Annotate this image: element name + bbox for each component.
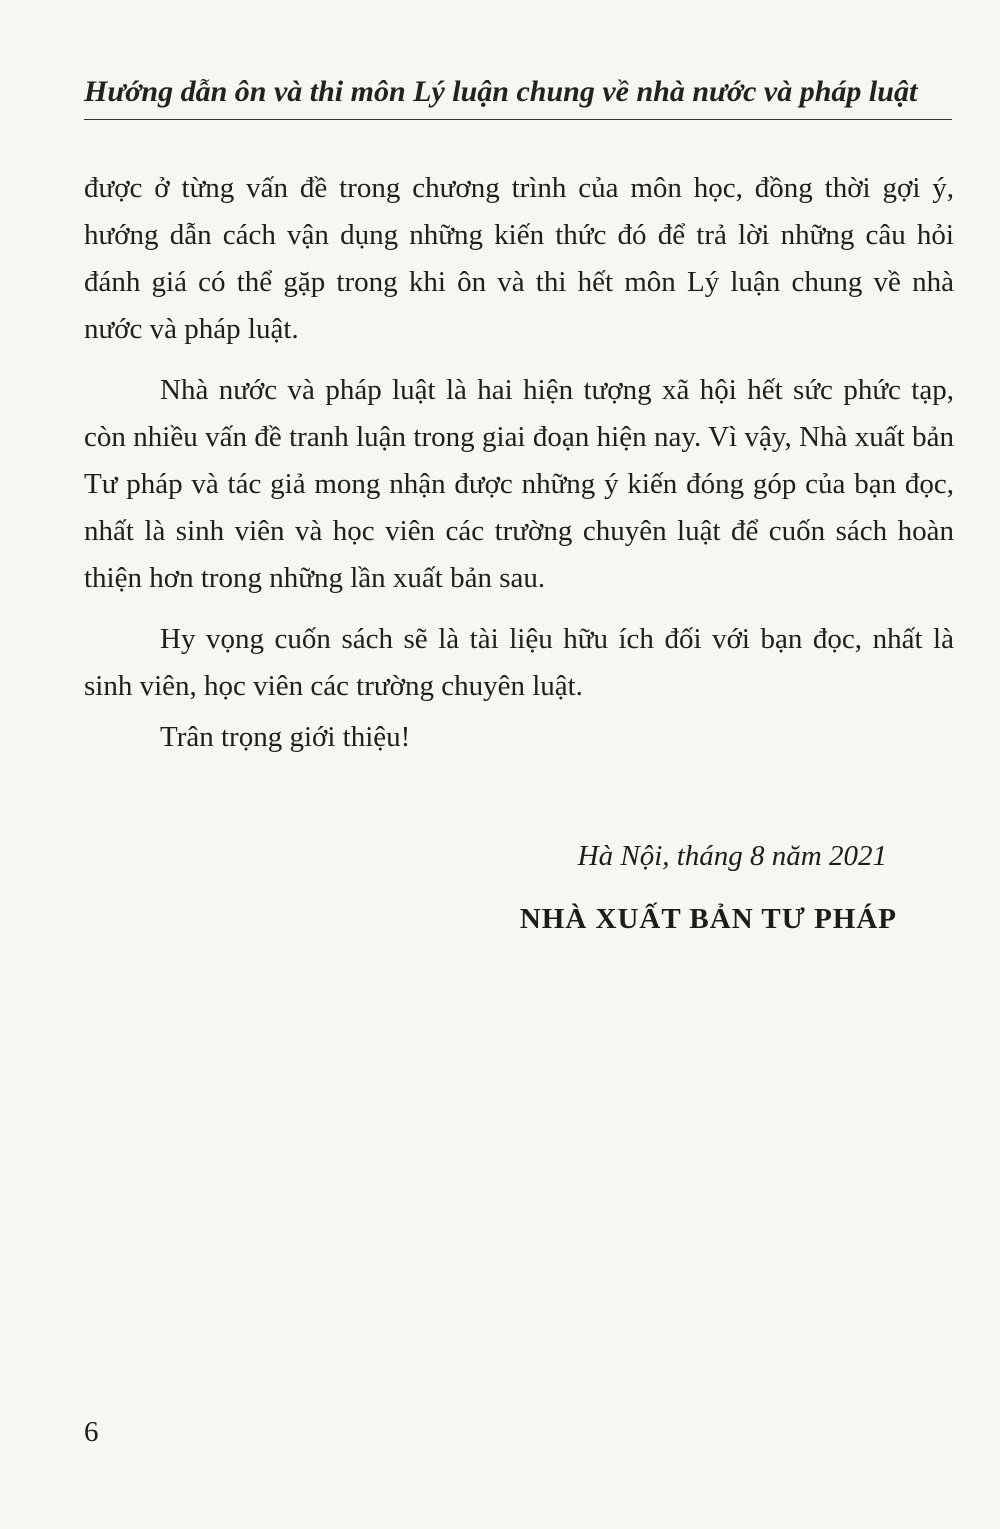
signoff-place-date: Hà Nội, tháng 8 năm 2021 bbox=[577, 840, 887, 872]
paragraph-continuation: được ở từng vấn đề trong chương trình của môn học, đồng thời gợi ý, hướng dẫn cách vận dụng những kiến thức đó để trả lời những câu hỏi đánh giá có thể gặp trong khi ôn và thi hết môn Lý luận chung về nhà nước và pháp luật. bbox=[84, 172, 954, 345]
body-text bbox=[84, 165, 954, 761]
running-header-title: Hướng dẫn ôn và thi môn Lý luận chung về nhà nước và pháp luật bbox=[84, 75, 918, 108]
paragraph-closing: Trân trọng giới thiệu! bbox=[160, 721, 411, 753]
paragraph-hope: Hy vọng cuốn sách sẽ là tài liệu hữu ích đối với bạn đọc, nhất là sinh viên, học viên các trường chuyên luật. bbox=[84, 623, 954, 702]
page-number: 6 bbox=[84, 1416, 99, 1448]
signoff-publisher: NHÀ XUẤT BẢN TƯ PHÁP bbox=[519, 903, 897, 935]
header-rule bbox=[84, 119, 952, 120]
paragraph-feedback-request: Nhà nước và pháp luật là hai hiện tượng xã hội hết sức phức tạp, còn nhiều vấn đề tranh luận trong giai đoạn hiện nay. Vì vậy, Nhà xuất bản Tư pháp và tác giả mong nhận được những ý kiến đóng góp của bạn đọc, nhất là sinh viên và học viên các trường chuyên luật để cuốn sách hoàn thiện hơn trong những lần xuất bản sau. bbox=[84, 374, 954, 594]
